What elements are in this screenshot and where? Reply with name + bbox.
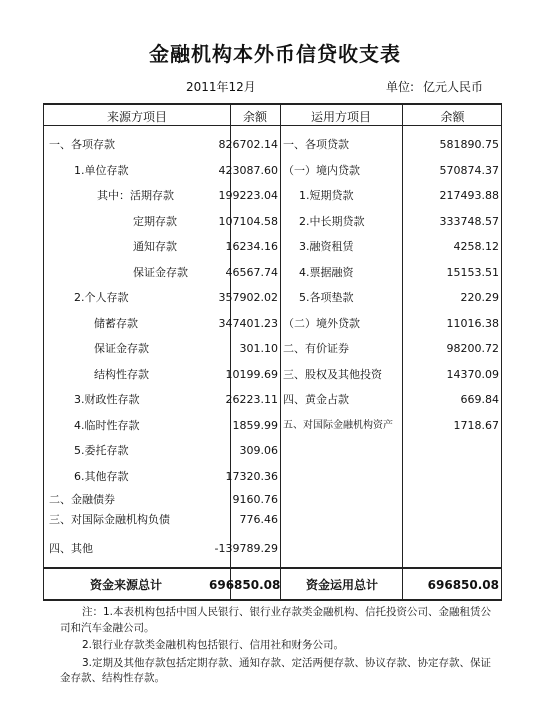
totals-divider (44, 567, 501, 569)
use-value: 98200.72 (446, 342, 499, 355)
source-value: 301.10 (239, 342, 278, 355)
use-label: 五、对国际金融机构资产 (283, 420, 393, 431)
source-label: 结构性存款 (94, 368, 149, 381)
source-value: 16234.16 (225, 240, 278, 253)
total-source-label: 资金来源总计 (90, 578, 163, 592)
note-item: 2.银行业存款类金融机构包括银行、信用社和财务公司。 (82, 639, 345, 651)
source-label: 3.财政性存款 (74, 393, 140, 406)
source-value: 46567.74 (225, 266, 278, 279)
col-divider (402, 105, 403, 599)
use-label: 1.短期贷款 (299, 189, 354, 202)
header-divider (44, 125, 501, 126)
use-value: 669.84 (460, 393, 499, 406)
source-label: 保证金存款 (133, 266, 188, 279)
header-use-amount: 余额 (440, 110, 465, 124)
use-label: 5.各项垫款 (299, 291, 354, 304)
source-value: 423087.60 (218, 164, 278, 177)
use-value: 15153.51 (446, 266, 499, 279)
use-value: 220.29 (460, 291, 499, 304)
source-value: 17320.36 (225, 470, 278, 483)
source-value: 776.46 (239, 513, 278, 526)
use-value: 570874.37 (439, 164, 499, 177)
use-label: 三、股权及其他投资 (283, 368, 382, 381)
use-label: 3.融资租赁 (299, 240, 354, 253)
use-label: 二、有价证券 (283, 342, 349, 355)
source-label: 储蓄存款 (94, 317, 138, 330)
note-item: 3.定期及其他存款包括定期存款、通知存款、定活两便存款、协议存款、协定存款、保证金存款、结构性存款。 (60, 656, 492, 684)
use-value: 1718.67 (453, 419, 499, 432)
use-value: 4258.12 (453, 240, 499, 253)
total-use-label: 资金运用总计 (306, 578, 379, 592)
source-label: 四、其他 (49, 542, 93, 555)
source-value: 9160.76 (232, 493, 278, 506)
use-value: 581890.75 (439, 138, 499, 151)
source-value: 357902.02 (218, 291, 278, 304)
header-source-amount: 余额 (242, 110, 267, 124)
source-value: 107104.58 (218, 215, 278, 228)
source-value: 347401.23 (218, 317, 278, 330)
source-value: 309.06 (239, 444, 278, 457)
source-label: 二、金融债券 (49, 493, 115, 506)
source-value: 1859.99 (232, 419, 278, 432)
use-label: 四、黄金占款 (283, 393, 349, 406)
use-value: 11016.38 (446, 317, 499, 330)
source-value: 10199.69 (225, 368, 278, 381)
use-value: 217493.88 (439, 189, 499, 202)
total-use-value: 696850.08 (427, 578, 499, 592)
source-label: 三、对国际金融机构负债 (49, 513, 170, 526)
total-source-value: 696850.08 (209, 578, 281, 592)
table-notes (60, 605, 500, 689)
source-label: 其中：活期存款 (97, 189, 174, 202)
use-label: （一）境内贷款 (283, 164, 360, 177)
col-divider (280, 105, 281, 599)
unit-value: 亿元人民币 (423, 80, 484, 94)
unit-label: 单位: (386, 80, 415, 94)
use-value: 333748.57 (439, 215, 499, 228)
header-source-item: 来源方项目 (106, 110, 167, 124)
use-label: （二）境外贷款 (283, 317, 360, 330)
use-label: 2.中长期贷款 (299, 215, 365, 228)
source-value: 26223.11 (225, 393, 278, 406)
source-label: 定期存款 (133, 215, 177, 228)
source-label: 2.个人存款 (74, 291, 129, 304)
report-date: 2011年12月 (186, 80, 256, 94)
use-label: 一、各项贷款 (283, 138, 349, 151)
source-label: 5.委托存款 (74, 444, 129, 457)
use-label: 4.票据融资 (299, 266, 354, 279)
source-label: 保证金存款 (94, 342, 149, 355)
credit-balance-table (43, 103, 502, 601)
source-label: 一、各项存款 (49, 138, 115, 151)
source-label: 1.单位存款 (74, 164, 129, 177)
note-item: 注：1.本表机构包括中国人民银行、银行业存款类金融机构、信托投资公司、金融租赁公司和汽车金融公司。 (60, 606, 492, 634)
source-value: -139789.29 (214, 542, 278, 555)
table-title: 金融机构本外币信贷收支表 (149, 42, 401, 66)
source-label: 通知存款 (133, 240, 177, 253)
header-use-item: 运用方项目 (310, 110, 371, 124)
use-value: 14370.09 (446, 368, 499, 381)
source-value: 826702.14 (218, 138, 278, 151)
source-label: 6.其他存款 (74, 470, 129, 483)
source-value: 199223.04 (218, 189, 278, 202)
source-label: 4.临时性存款 (74, 419, 140, 432)
